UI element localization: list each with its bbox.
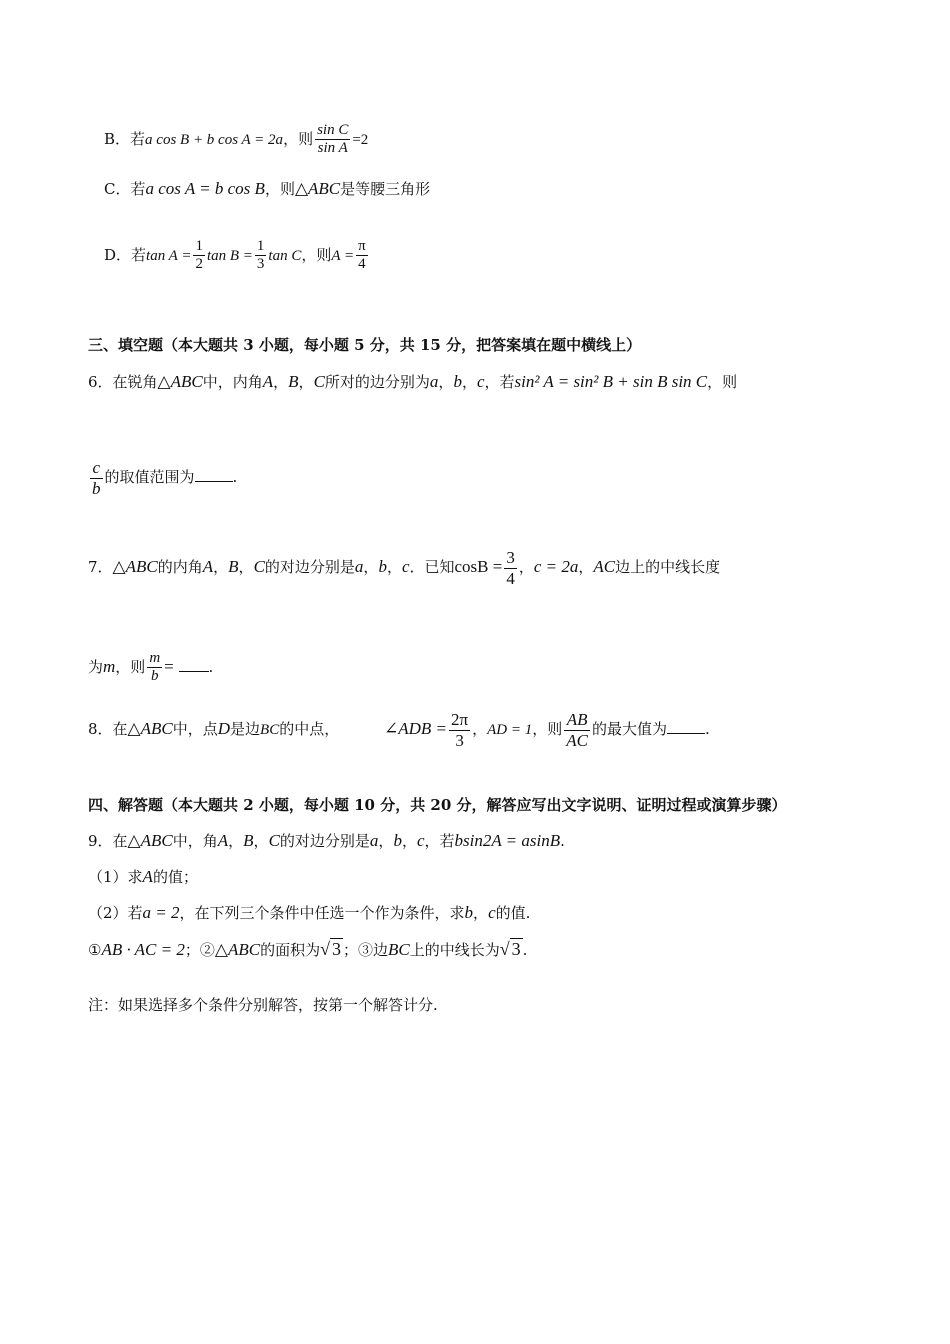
var-c: c	[416, 831, 425, 850]
frac3-num: π	[356, 238, 368, 256]
q9-end: .	[560, 832, 565, 850]
answer-blank[interactable]	[195, 481, 233, 482]
frac2-den: 3	[256, 256, 265, 273]
condition-1-expr: AB · AC = 2	[101, 940, 185, 959]
option-b	[104, 122, 368, 158]
q9-text-1: 中，角	[172, 832, 218, 850]
q7-text-7: 为	[88, 657, 104, 676]
q9-text-3: ，若	[424, 832, 455, 850]
q9-p1-pre: （1）求	[88, 868, 143, 886]
option-d-frac1	[193, 238, 205, 274]
segment-AC: AC	[593, 557, 616, 577]
option-b-fraction	[315, 122, 350, 158]
triangle-abc: △ABC	[214, 940, 261, 959]
var-c: c	[401, 557, 410, 577]
segment-BC: BC	[387, 940, 410, 959]
q8-text-6: 的最大值为	[592, 720, 668, 739]
var-a: a	[354, 557, 364, 577]
q6-text-4: ，则	[707, 373, 738, 391]
angle-ADB: ∠ADB =	[384, 719, 448, 739]
q8-condition: AD = 1	[487, 722, 533, 739]
question-9: 9．在△ABC中，角A，B，C的对边分别是a，b，c，若bsin2A = asinB.	[88, 831, 565, 850]
q7-eq: =	[164, 656, 174, 676]
option-d-ans-lead: A =	[331, 247, 355, 264]
section-4-title: 四、解答题（本大题共 2 小题，每小题 10 分，共 20 分，解答应写出文字说明、证明过程或演算步骤）	[88, 796, 787, 814]
var-b: b	[378, 557, 387, 577]
q9-condition: bsin2A = asinB	[454, 831, 561, 850]
option-c-then: ，则	[264, 180, 295, 198]
q9-text-2: 的对边分别是	[279, 832, 370, 850]
frac2-num: 1	[255, 238, 267, 256]
option-b-frac-num: sin C	[315, 122, 350, 140]
var-A: A	[142, 867, 153, 886]
option-d-tail: tan C	[268, 247, 302, 264]
condition-3-text: 上的中线长为	[409, 941, 500, 959]
q8-end: .	[705, 720, 710, 739]
var-A: A	[262, 372, 274, 391]
frac1-num: 1	[193, 238, 205, 256]
question-8	[88, 710, 710, 750]
q6-text-3: ，若	[484, 373, 515, 391]
option-d-label: D．若	[104, 245, 147, 264]
q9-p2-post: 的值.	[495, 904, 531, 922]
triangle-abc: △ABC	[294, 179, 341, 198]
condition-2-text: 的面积为	[260, 941, 321, 959]
q9-note: 注：如果选择多个条件分别解答，按第一个解答计分.	[88, 996, 438, 1014]
q7-condition: c = 2a	[533, 557, 579, 577]
q7-text-3: ．已知	[409, 558, 455, 577]
option-b-label: B．若	[104, 129, 146, 148]
triangle-abc: △ABC	[127, 719, 173, 739]
option-d-frac3	[356, 238, 368, 274]
q8-fraction	[449, 710, 470, 750]
q7-fraction-2	[147, 650, 162, 686]
q8-fraction-2	[564, 710, 590, 750]
q6-text-2: 所对的边分别为	[324, 373, 430, 391]
q7-frac-num: 3	[506, 548, 515, 567]
question-7: 7．△ABC的内角A，B，C的对边分别是a，b，c．已知cosB = $\frac{3}{4}$ ，c = 2a，AC边上的中线长度	[88, 548, 721, 588]
var-b: b	[453, 372, 462, 391]
sep: ，	[298, 373, 314, 391]
option-c-conclusion: 是等腰三角形	[340, 180, 431, 198]
var-B: B	[228, 557, 239, 577]
triangle-abc: △ABC	[127, 831, 173, 850]
var-b: b	[393, 831, 402, 850]
question-6	[88, 373, 737, 390]
q8-text-5: ，则	[532, 720, 563, 739]
q7-frac2-num: m	[147, 650, 162, 668]
var-c: c	[476, 372, 485, 391]
q7-text-6: 边上的中线长度	[615, 558, 721, 577]
option-d-mid: tan B =	[206, 247, 253, 264]
option-b-condition: a cos B + b cos A = 2a	[145, 131, 284, 148]
q9-p2-mid: ，在下列三个条件中任选一个作为条件，求	[179, 904, 465, 922]
q6-end: .	[232, 468, 238, 487]
q7-text-8: ，则	[115, 657, 146, 676]
condition-2-marker: ；②	[184, 941, 215, 959]
var-C: C	[253, 557, 265, 577]
q6-frac-den: b	[92, 478, 101, 498]
sep: ，	[461, 373, 477, 391]
q7-frac-den: 4	[506, 568, 515, 588]
option-c	[104, 180, 430, 197]
frac3-den: 4	[358, 256, 366, 273]
q9-p1-post: 的值；	[152, 868, 198, 886]
q6-fraction	[90, 458, 103, 498]
condition-3-end: .	[522, 941, 528, 959]
triangle-abc: △ABC	[157, 372, 203, 391]
var-m: m	[103, 656, 116, 676]
q6-text-5: 的取值范围为	[104, 468, 195, 487]
q8-frac2-den: AC	[566, 730, 589, 750]
point-D: D	[217, 719, 231, 739]
answer-blank[interactable]	[179, 671, 209, 672]
section-3-title: 三、填空题（本大题共 3 小题，每小题 5 分，共 15 分，把答案填在题中横线上）	[88, 336, 642, 354]
condition-3-marker: ；③边	[342, 941, 388, 959]
frac1-den: 2	[195, 256, 203, 273]
option-d-then: ，则	[301, 245, 332, 264]
sqrt-3: √ 3	[320, 939, 341, 959]
q7-end: .	[208, 657, 214, 676]
var-a: a	[429, 372, 439, 391]
q9-conditions	[88, 940, 527, 958]
q6-number: 6．在锐角	[88, 373, 158, 391]
q6-frac-num: c	[90, 458, 103, 479]
q9-p2-condition: a = 2	[142, 903, 180, 922]
q8-frac-num: 2π	[451, 710, 469, 729]
option-b-then: ，则	[283, 129, 314, 148]
q7-cos-lead: cosB =	[454, 557, 503, 577]
option-b-result: =2	[352, 131, 369, 148]
sep: ，	[473, 904, 489, 922]
q7-number: 7．	[88, 558, 113, 577]
q9-number: 9．在	[88, 832, 128, 850]
var-A: A	[202, 557, 214, 577]
q9-part-2	[88, 904, 530, 921]
q7-text-2: 的对边分别是	[264, 558, 355, 577]
q8-frac2-num: AB	[564, 710, 590, 731]
q7-text-1: 的内角	[157, 558, 203, 577]
option-c-condition: a cos A = b cos B	[145, 179, 265, 198]
option-b-frac-den: sin A	[317, 140, 348, 157]
q8-text-1: 中，点	[172, 720, 218, 739]
var-b: b	[464, 903, 474, 922]
option-c-label: C．若	[104, 180, 146, 198]
q7-text-5: ，	[578, 558, 594, 577]
var-B: B	[288, 372, 299, 391]
q8-text-4: ，	[472, 720, 488, 739]
segment-BC: BC	[260, 722, 280, 739]
q7-fraction	[504, 548, 517, 588]
var-c: c	[488, 903, 496, 922]
q6-condition: sin² A = sin² B + sin B sin C	[514, 372, 708, 391]
question-6-line2	[88, 458, 237, 498]
question-7-line2	[88, 650, 213, 686]
sep: ，	[438, 373, 454, 391]
option-d-lead: tan A =	[146, 247, 192, 264]
q7-text-4: ，	[518, 558, 534, 577]
var-B: B	[243, 831, 254, 850]
option-d-frac2	[255, 238, 267, 274]
var-a: a	[369, 831, 379, 850]
var-A: A	[217, 831, 229, 850]
var-C: C	[313, 372, 325, 391]
q8-text-2: 是边	[230, 720, 261, 739]
var-C: C	[268, 831, 280, 850]
q7-frac2-den: b	[150, 668, 159, 685]
sqrt-radicand: 3	[511, 939, 521, 959]
q9-part-1	[88, 868, 198, 885]
triangle-abc: △ABC	[112, 557, 158, 577]
q8-frac-den: 3	[455, 730, 464, 750]
answer-blank[interactable]	[667, 733, 705, 734]
q8-number: 8．在	[88, 720, 128, 739]
condition-1-marker: ①	[88, 941, 102, 959]
sqrt-radicand: 3	[331, 939, 341, 959]
sqrt-3: √ 3	[499, 939, 521, 959]
q8-text-3: 的中点，	[279, 720, 340, 739]
option-d	[104, 238, 370, 274]
sep: ，	[273, 373, 289, 391]
q9-p2-pre: （2）若	[88, 904, 143, 922]
q6-text-1: 中，内角	[202, 373, 263, 391]
